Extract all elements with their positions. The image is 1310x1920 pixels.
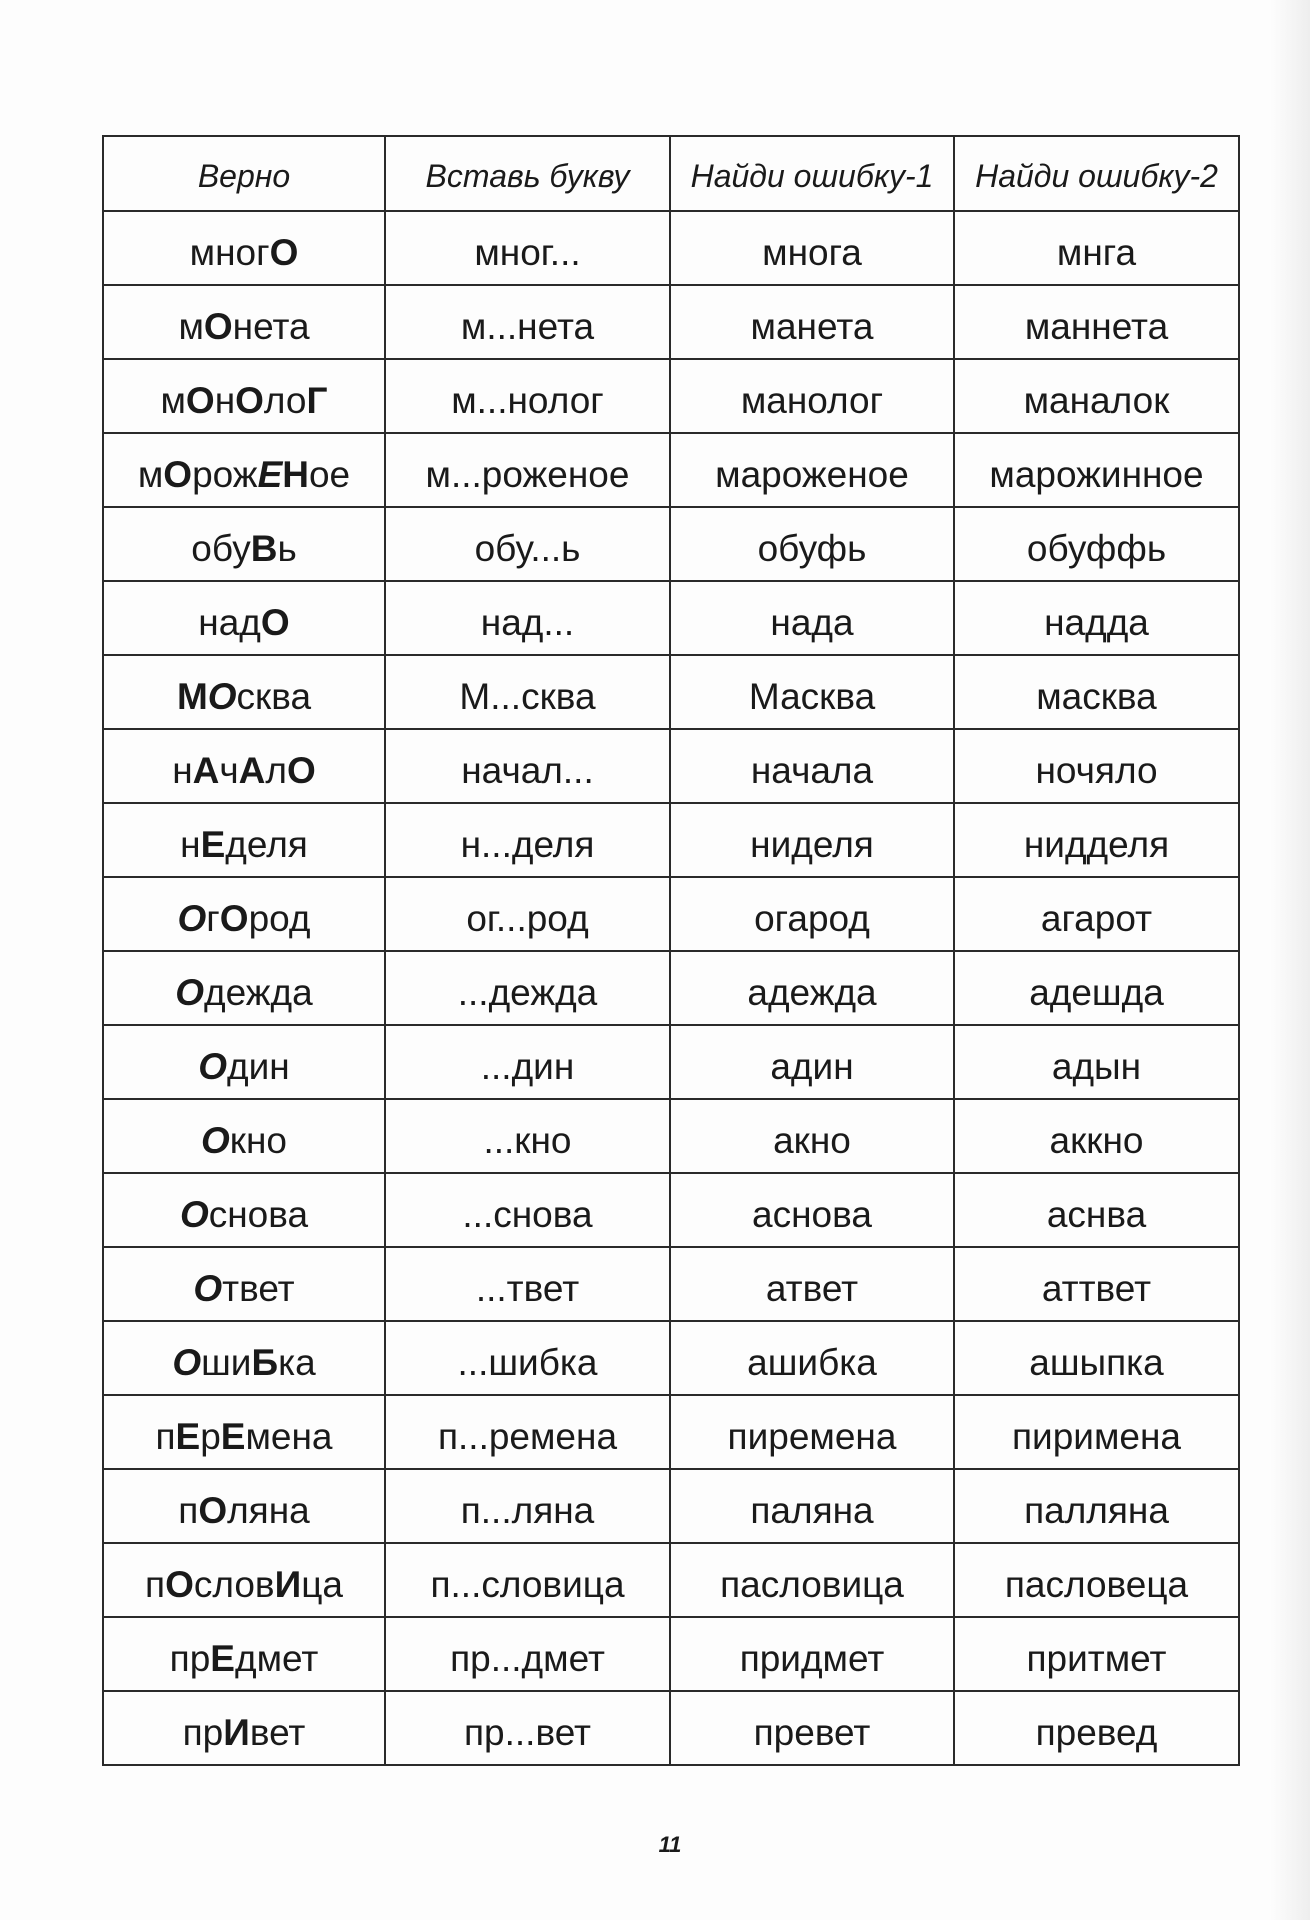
cell-insert-letter: мног...	[385, 211, 670, 285]
cell-correct	[103, 1617, 385, 1691]
cell-find-error-1: Масква	[670, 655, 954, 729]
word-part: м	[178, 306, 204, 347]
cell-find-error-2: марожинное	[954, 433, 1239, 507]
highlighted-letter: О	[179, 1194, 209, 1235]
cell-insert-letter: ...шибка	[385, 1321, 670, 1395]
table-row	[103, 211, 1239, 285]
highlighted-letter: О	[269, 232, 299, 273]
cell-insert-letter: ...кно	[385, 1099, 670, 1173]
cell-find-error-2: адын	[954, 1025, 1239, 1099]
highlighted-letter: Б	[251, 1342, 279, 1383]
header-insert-letter: Вставь букву	[385, 136, 670, 211]
highlighted-letter: О	[201, 1120, 230, 1161]
highlighted-letter: Н	[282, 454, 309, 495]
cell-correct	[103, 1543, 385, 1617]
cell-find-error-1: пиремена	[670, 1395, 954, 1469]
cell-find-error-2: обуффь	[954, 507, 1239, 581]
highlighted-letter: А	[238, 750, 266, 791]
highlighted-letter: О	[163, 454, 193, 495]
table-row	[103, 1543, 1239, 1617]
cell-correct	[103, 1469, 385, 1543]
cell-correct	[103, 1321, 385, 1395]
table-row	[103, 1025, 1239, 1099]
highlighted-letter: О	[177, 898, 207, 939]
word-part: ши	[201, 1342, 252, 1383]
word-part: п	[145, 1564, 166, 1605]
cell-find-error-2: маналок	[954, 359, 1239, 433]
spelling-table	[102, 135, 1240, 1766]
word-part: снова	[208, 1194, 309, 1235]
cell-find-error-2: мнга	[954, 211, 1239, 285]
cell-insert-letter: п...ремена	[385, 1395, 670, 1469]
word-part: мена	[245, 1416, 333, 1457]
cell-correct	[103, 581, 385, 655]
cell-find-error-2: притмет	[954, 1617, 1239, 1691]
word-part: слов	[193, 1564, 275, 1605]
word-part: ло	[263, 380, 307, 421]
word-part: м	[137, 454, 164, 495]
cell-correct	[103, 507, 385, 581]
cell-find-error-2: палляна	[954, 1469, 1239, 1543]
table-row	[103, 507, 1239, 581]
word-part: ь	[277, 528, 297, 569]
cell-find-error-2: пиримена	[954, 1395, 1239, 1469]
cell-find-error-2: ночяло	[954, 729, 1239, 803]
word-part: вет	[249, 1712, 306, 1753]
cell-insert-letter: п...ляна	[385, 1469, 670, 1543]
word-part: сква	[236, 676, 312, 717]
word-part: мног	[189, 232, 270, 273]
word-part: п	[155, 1416, 176, 1457]
highlighted-letter: Е	[220, 1416, 246, 1457]
table-row	[103, 581, 1239, 655]
word-part: г	[206, 898, 220, 939]
cell-find-error-2: масква	[954, 655, 1239, 729]
table-row	[103, 1691, 1239, 1765]
cell-find-error-1: аснова	[670, 1173, 954, 1247]
cell-find-error-1: превет	[670, 1691, 954, 1765]
highlighted-letter: О	[172, 1342, 202, 1383]
cell-correct	[103, 1691, 385, 1765]
highlighted-letter: О	[287, 750, 316, 791]
table-row	[103, 1099, 1239, 1173]
table-row	[103, 285, 1239, 359]
cell-insert-letter: п...словица	[385, 1543, 670, 1617]
cell-correct	[103, 803, 385, 877]
highlighted-letter: О	[165, 1564, 194, 1605]
highlighted-letter: О	[193, 1268, 223, 1309]
highlighted-letter: Е	[175, 1416, 201, 1457]
header-correct: Верно	[103, 136, 385, 211]
highlighted-letter: О	[260, 602, 290, 643]
cell-insert-letter: М...сква	[385, 655, 670, 729]
cell-insert-letter: пр...вет	[385, 1691, 670, 1765]
table-row	[103, 1321, 1239, 1395]
highlighted-letter: Г	[306, 380, 328, 421]
highlighted-letter: О	[175, 972, 205, 1013]
highlighted-letter: В	[250, 528, 278, 569]
table-row	[103, 1395, 1239, 1469]
word-part: н	[180, 824, 201, 865]
highlighted-letter: О	[219, 898, 249, 939]
table-row	[103, 433, 1239, 507]
table-row	[103, 1469, 1239, 1543]
cell-insert-letter: ог...род	[385, 877, 670, 951]
cell-find-error-2: пасловеца	[954, 1543, 1239, 1617]
highlighted-letter: Е	[200, 824, 226, 865]
cell-correct	[103, 359, 385, 433]
cell-find-error-2: маннета	[954, 285, 1239, 359]
cell-correct	[103, 1395, 385, 1469]
highlighted-letter: Е	[257, 454, 283, 495]
cell-find-error-1: ашибка	[670, 1321, 954, 1395]
cell-insert-letter: ...твет	[385, 1247, 670, 1321]
highlighted-letter: О	[207, 676, 237, 717]
word-part: обу	[191, 528, 251, 569]
cell-insert-letter: м...нолог	[385, 359, 670, 433]
cell-insert-letter: ...снова	[385, 1173, 670, 1247]
cell-find-error-2: агарот	[954, 877, 1239, 951]
word-part: дин	[227, 1046, 290, 1087]
cell-find-error-1: придмет	[670, 1617, 954, 1691]
cell-find-error-1: мароженое	[670, 433, 954, 507]
table-row	[103, 729, 1239, 803]
cell-find-error-1: адин	[670, 1025, 954, 1099]
word-part: л	[265, 750, 287, 791]
word-part: р	[200, 1416, 221, 1457]
cell-find-error-1: манолог	[670, 359, 954, 433]
highlighted-letter: О	[198, 1490, 228, 1531]
cell-insert-letter: м...роженое	[385, 433, 670, 507]
cell-correct	[103, 285, 385, 359]
cell-insert-letter: пр...дмет	[385, 1617, 670, 1691]
cell-find-error-1: атвет	[670, 1247, 954, 1321]
word-part: род	[248, 898, 311, 939]
header-find-error-1: Найди ошибку-1	[670, 136, 954, 211]
cell-find-error-1: нада	[670, 581, 954, 655]
cell-correct	[103, 1099, 385, 1173]
word-part: ца	[301, 1564, 343, 1605]
cell-correct	[103, 1247, 385, 1321]
cell-find-error-1: ниделя	[670, 803, 954, 877]
table-row	[103, 1617, 1239, 1691]
word-part: н	[172, 750, 193, 791]
header-find-error-2: Найди ошибку-2	[954, 136, 1239, 211]
table-row	[103, 359, 1239, 433]
highlighted-letter: М	[176, 676, 208, 717]
word-part: н	[214, 380, 236, 421]
table-row	[103, 877, 1239, 951]
table-row	[103, 803, 1239, 877]
cell-correct	[103, 1025, 385, 1099]
cell-insert-letter: м...нета	[385, 285, 670, 359]
word-part: п	[178, 1490, 199, 1531]
cell-find-error-1: манета	[670, 285, 954, 359]
cell-insert-letter: ...дежда	[385, 951, 670, 1025]
cell-find-error-2: надда	[954, 581, 1239, 655]
word-part: ч	[219, 750, 239, 791]
word-part: пр	[169, 1638, 211, 1679]
cell-find-error-2: аттвет	[954, 1247, 1239, 1321]
highlighted-letter: Е	[210, 1638, 235, 1679]
cell-find-error-2: аккно	[954, 1099, 1239, 1173]
cell-find-error-2: превед	[954, 1691, 1239, 1765]
cell-insert-letter: над...	[385, 581, 670, 655]
cell-find-error-1: паляна	[670, 1469, 954, 1543]
word-part: ляна	[227, 1490, 310, 1531]
highlighted-letter: О	[185, 380, 215, 421]
cell-find-error-2: ашыпка	[954, 1321, 1239, 1395]
table-body	[103, 211, 1239, 1765]
cell-find-error-1: начала	[670, 729, 954, 803]
cell-find-error-1: многа	[670, 211, 954, 285]
cell-correct	[103, 951, 385, 1025]
word-part: дмет	[234, 1638, 319, 1679]
cell-correct	[103, 877, 385, 951]
page-number: 11	[658, 1832, 682, 1857]
cell-find-error-1: обуфь	[670, 507, 954, 581]
word-part: ое	[308, 454, 351, 495]
cell-find-error-1: акно	[670, 1099, 954, 1173]
cell-correct	[103, 655, 385, 729]
cell-find-error-2: нидделя	[954, 803, 1239, 877]
cell-insert-letter: н...деля	[385, 803, 670, 877]
word-part: рож	[192, 454, 258, 495]
word-part: деля	[225, 824, 308, 865]
cell-find-error-1: огарод	[670, 877, 954, 951]
cell-correct	[103, 729, 385, 803]
page-edge-shadow	[1270, 0, 1310, 1920]
word-part: нета	[232, 306, 310, 347]
cell-find-error-1: адежда	[670, 951, 954, 1025]
cell-find-error-2: адешда	[954, 951, 1239, 1025]
cell-correct	[103, 433, 385, 507]
highlighted-letter: О	[235, 380, 264, 421]
word-part: пр	[182, 1712, 224, 1753]
word-part: ка	[278, 1342, 316, 1383]
table-row	[103, 655, 1239, 729]
table-row	[103, 951, 1239, 1025]
cell-insert-letter: ...дин	[385, 1025, 670, 1099]
cell-find-error-2: аснва	[954, 1173, 1239, 1247]
word-part: м	[160, 380, 186, 421]
word-part: твет	[222, 1268, 295, 1309]
highlighted-letter: А	[192, 750, 220, 791]
highlighted-letter: О	[198, 1046, 228, 1087]
cell-insert-letter: начал...	[385, 729, 670, 803]
cell-correct	[103, 211, 385, 285]
cell-correct	[103, 1173, 385, 1247]
cell-find-error-1: пасловица	[670, 1543, 954, 1617]
table-row	[103, 1247, 1239, 1321]
word-part: кно	[229, 1120, 287, 1161]
word-part: дежда	[204, 972, 313, 1013]
header-row	[103, 136, 1239, 211]
word-part: над	[198, 602, 261, 643]
highlighted-letter: О	[203, 306, 233, 347]
highlighted-letter: И	[223, 1712, 250, 1753]
highlighted-letter: И	[274, 1564, 302, 1605]
table-row	[103, 1173, 1239, 1247]
cell-insert-letter: обу...ь	[385, 507, 670, 581]
